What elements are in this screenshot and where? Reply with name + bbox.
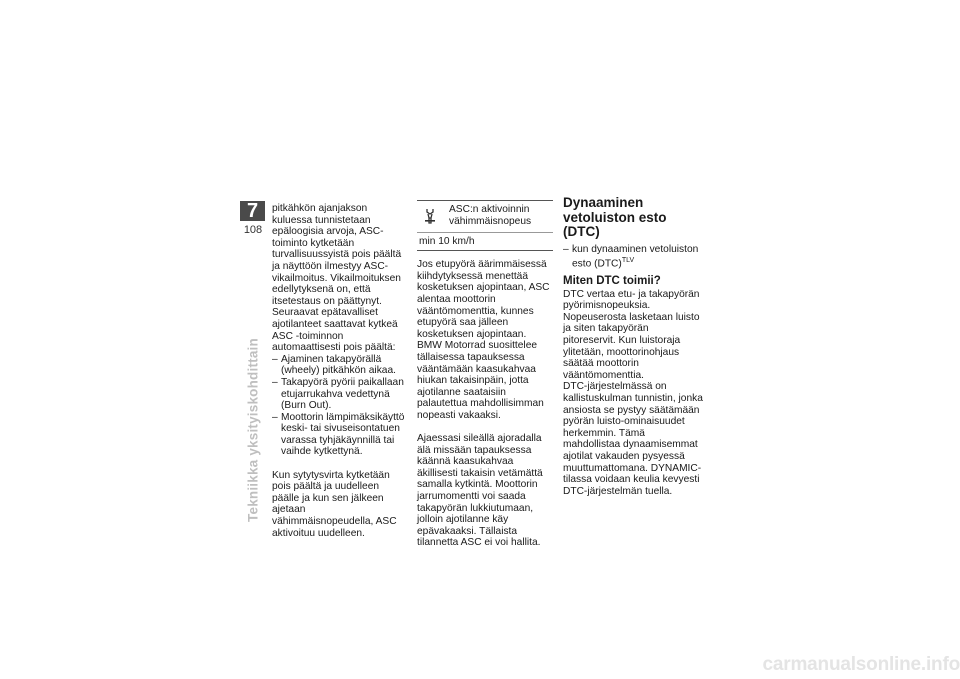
chapter-number: 7 <box>240 201 265 221</box>
text-column-1 <box>272 203 408 539</box>
list-item: – Ajaminen takapyörällä (wheely) pitkähkön aikaa. <box>272 354 408 377</box>
wrench-icon <box>417 204 447 228</box>
page-number: 108 <box>243 224 263 236</box>
text-column-2 <box>417 203 553 549</box>
paragraph: BMW Motorrad suosittelee tällaisessa tapauksessa vääntämään kaasukahvaa hiukan takaisinpäin, jotta ajotilanne saataisiin palautettua mahdollisimman nopeasti vakaaksi. <box>417 340 544 421</box>
situations-list <box>272 354 408 458</box>
paragraph: Ajaessasi sileällä ajoradalla älä missään tapauksessa käännä kaasukahvaa äkillisesti takaisin vetämättä samalla kytkintä. Moottorin jarrumomentti voi saada takapyörän lukkiutumaan, jolloin ajotilanne käy epävakaaksi. Tällaista tilannetta ASC ei voi hallita. <box>417 433 543 549</box>
list-item: – Takapyörä pyörii paikallaan etujarrukahva vedettynä (Burn Out). <box>272 377 408 412</box>
info-box <box>417 200 553 251</box>
dtc-subheading: Miten DTC toimii? <box>563 275 661 288</box>
text-column-3 <box>563 196 703 497</box>
watermark: carmanualsonline.info <box>762 654 960 675</box>
paragraph: DTC vertaa etu- ja takapyörän pyörimisnopeuksia. Nopeuserosta lasketaan luisto ja siten takapyörän pitoreservit. Kun luistoraja ylitetään, moottorinohjaus säätää moottorin vääntömomenttia. <box>563 288 700 381</box>
situations-intro: Seuraavat epätavalliset ajotilanteet saattavat kytkeä ASC -toiminnon automaattisesti pois päältä: <box>272 307 398 354</box>
dtc-condition-list <box>563 244 703 271</box>
tlv-superscript: TLV <box>621 257 635 265</box>
reactivation-paragraph: Kun sytytysvirta kytketään pois päältä ja uudelleen päälle ja kun sen jälkeen ajetaan vähimmäisnopeudella, ASC aktivoituu uudelleen. <box>272 469 397 539</box>
list-item-text: kun dynaaminen vetoluiston esto (DTC) <box>572 243 699 270</box>
chapter-side-title: Tekniikka yksityiskohdittain <box>245 338 261 522</box>
list-item: – Moottorin lämpimäksikäyttö keski- tai sivuseisontatuen varassa tyhjäkäynnillä tai vaihde kytkettynä. <box>272 412 408 458</box>
info-value: min 10 km/h <box>417 232 553 251</box>
dtc-heading: Dynaaminen vetoluiston esto (DTC) <box>563 195 667 239</box>
intro-paragraph: pitkähkön ajanjakson kuluessa tunnistetaan epäloogisia arvoja, ASC-toiminto kytketään turvallisuussyistä pois päältä ja näyttöön ilmestyy ASC-vikailmoitus. Vikailmoituksen edellytyksenä on, että itsetestaus on päättynyt. <box>272 203 402 307</box>
paragraph: DTC-järjestelmässä on kallistuskulman tunnistin, jonka ansiosta se pystyy säätämään pyörän luisto-ominaisuudet herkemmin. Tämä mahdollistaa dynaamisemmat ajotilat vakauden pysyessä muuttumattomana. DYNAMIC-tilassa voidaan keulia kevyesti DTC-järjestelmän tuella. <box>563 381 703 497</box>
paragraph: Jos etupyörä äärimmäisessä kiihdytyksessä menettää kosketuksen ajopintaan, ASC alentaa moottorin vääntömomenttia, kunnes etupyörä saa jälleen kosketuksen ajopintaan. <box>417 259 550 340</box>
list-item <box>563 244 703 271</box>
info-label: ASC:n aktivoinnin vähimmäisnopeus <box>449 204 532 227</box>
